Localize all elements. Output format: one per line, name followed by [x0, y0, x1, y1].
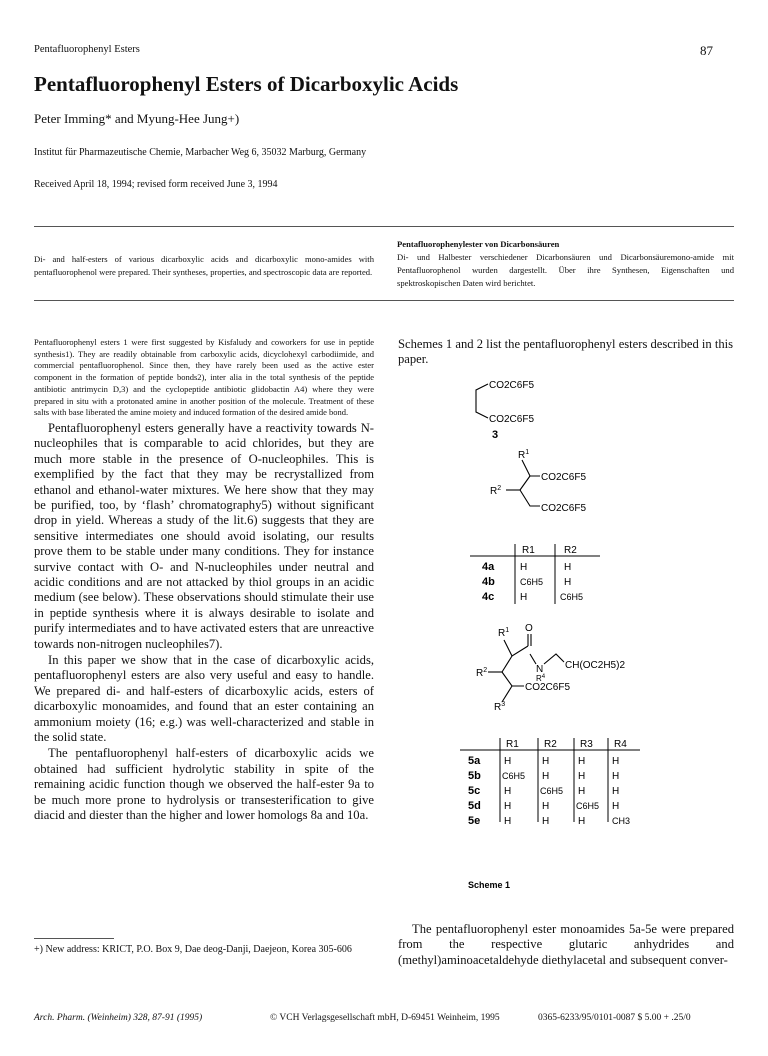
table-5-cell: H [542, 801, 550, 812]
compound-5-ester: CO2C6F5 [525, 682, 571, 693]
table-4-cell: H [520, 562, 528, 573]
table-4-row-4b: 4b [482, 576, 495, 588]
body-paragraph-3: The pentafluorophenyl half-esters of dicarboxylic acids we obtained had sufficient hydrolytic stability in spite of the remaining acidic function though we observed the half-ester 9a to be much more prone to hydrolysis or transesterification to give diacid and diester than the higher and lower homologs 8a and 10a. [34, 746, 374, 823]
abstract-german-title: Pentafluorophenylester von Dicarbonsäuren [397, 239, 560, 249]
footnote-rule [34, 938, 114, 939]
abstract-top-rule [34, 226, 734, 227]
compound-3-label: 3 [492, 429, 499, 441]
body-paragraph-1: Pentafluorophenyl esters generally have a reactivity towards N-nucleophiles that is comparable to acid chlorides, but they are much more stable in the presence of O-nucleophiles. This is exemplified by the fact that they may be recrystallized from ethanol and ethanol-water mixtures. We here show that they may be purified, too, by ‘flash’ chromatography5) without significant drop in yield. Whereas a study of the lit.6) suggests that they are sensitive intermediates one should avoid isolating, our results prove them to be stable under many conditions. They for instance survive contact with O- and N-nucleophiles under neutral and acidic conditions and are not attacked by thiol groups in an acidic medium (see below). These observations should stimulate their use in peptide synthesis where it is always desirable to isolate and purify intermediates and to have activated esters that are unreactive towards non-nitrogen nucleophiles7). [34, 420, 374, 651]
compound-3-structure [476, 384, 488, 418]
intro-paragraph: Pentafluorophenyl esters 1 were first suggested by Kisfaludy and coworkers for use in peptide synthesis1). They are readily obtainable from carboxylic acids, dicyclohexyl carbodiimide, and commercial pentafluorophenol. Since then, they have rarely been used as the active ester component in the formation of peptide bonds2), inter alia in the total synthesis of the peptide antibiotic antrimycin D,3) and the cyclopeptide antibiotic glidobactin A4) where they were prepared in situ with a protonated amine in another position of the molecule. Treatment of these salts with base liberated the amine moiety and induced formation of the desired amide bond. [34, 337, 374, 418]
table-5-cell: C6H5 [502, 771, 526, 781]
table-5-cell: H [612, 771, 620, 782]
table-5-row-label: 5d [468, 800, 481, 812]
table-5-cell: H [542, 756, 550, 767]
running-title: Pentafluorophenyl Esters [34, 44, 140, 55]
table-5-cell: H [504, 786, 512, 797]
table-5 [460, 738, 640, 827]
table-4-cell: C6H5 [560, 592, 584, 602]
table-5-cell: H [542, 816, 550, 827]
table-5-cell: H [612, 786, 620, 797]
table-4-cell: H [564, 577, 572, 588]
table-4-cell: H [520, 592, 528, 603]
table-4-cell: H [564, 562, 572, 573]
table-5-cell: CH3 [612, 816, 631, 826]
received-date: Received April 18, 1994; revised form received June 3, 1994 [34, 179, 278, 190]
table-5-header-r2: R2 [544, 739, 557, 750]
compound-4-r2: $R^2$ [490, 485, 502, 497]
table-5-cell: H [578, 786, 586, 797]
abstract-bottom-rule [34, 300, 734, 301]
compound-5-r2: $R^2$ [476, 667, 488, 679]
body-paragraph-2: In this paper we show that in the case of dicarboxylic acids, pentafluorophenyl esters are also very useful and easy to handle. We prepared di- and half-esters of dicarboxylic acids, esters of dicarboxylic monoamides, and found that an ester containing an ammonium moiety (16; e.g.) was well-characterized and stable in the solid state. [34, 653, 374, 745]
compound-4-structure [506, 460, 540, 506]
table-5-cell: H [504, 756, 512, 767]
affiliation: Institut für Pharmazeutische Chemie, Marbacher Weg 6, 35032 Marburg, Germany [34, 147, 367, 158]
scheme-caption: Scheme 1 [468, 880, 511, 890]
scheme-followup-paragraph: The pentafluorophenyl ester monoamides 5a-5e were prepared from the respective glutaric anhydrides and (methyl)aminoacetaldehyde diethylacetal and subsequent conver- [398, 922, 734, 967]
compound-4-r1: $R^1$ [518, 449, 530, 461]
footer-journal: Arch. Pharm. (Weinheim) 328, 87-91 (1995) [34, 1013, 203, 1023]
abstract-english: Di- and half-esters of various dicarboxylic acids and dicarboxylic mono-amides with pentafluorophenol were prepared. Their syntheses, properties, and spectroscopic data are reported. [34, 254, 374, 277]
table-5-header-r1: R1 [506, 739, 519, 750]
compound-5-nitrogen: N [536, 664, 544, 675]
table-4 [470, 544, 600, 604]
table-5-row-label: 5e [468, 815, 481, 827]
page-footer [34, 1013, 734, 1023]
table-5-cell: H [578, 816, 586, 827]
compound-3-ester-top: CO2C6F5 [489, 380, 535, 391]
compound-5-oxygen: O [525, 623, 533, 634]
table-5-cell: H [612, 801, 620, 812]
table-5-cell: H [542, 771, 550, 782]
abstract-german-text: Di- und Halbester verschiedener Dicarbonsäuren und Dicarbonsäuremono-amide mit Pentafluorophenol wurden dargestellt. Über ihre Synthesen, Eigenschaften und spektroskopischen Daten wird berichtet. [397, 252, 734, 288]
footer-code: 0365-6233/95/0101-0087 $ 5.00 + .25/0 [538, 1013, 691, 1023]
table-5-cell: H [504, 816, 512, 827]
footer-publisher: © VCH Verlagsgesellschaft mbH, D-69451 Weinheim, 1995 [270, 1013, 500, 1023]
compound-5-acetal: CH(OC2H5)2 [565, 660, 626, 671]
compound-4-ester-top: CO2C6F5 [541, 472, 587, 483]
table-5-cell: C6H5 [540, 786, 564, 796]
table-5-cell: H [612, 756, 620, 767]
compound-5-r4: $R^4$ [536, 674, 546, 683]
table-4-header-r2: R2 [564, 545, 577, 556]
table-5-cell: H [578, 771, 586, 782]
article-title: Pentafluorophenyl Esters of Dicarboxylic Acids [34, 72, 459, 96]
compound-5-r1: $R^1$ [498, 627, 510, 639]
compound-4-ester-bottom: CO2C6F5 [541, 503, 587, 514]
table-4-header-r1: R1 [522, 545, 535, 556]
left-column [34, 337, 374, 823]
table-5-header-r3: R3 [580, 739, 593, 750]
scheme-intro: Schemes 1 and 2 list the pentafluorophenyl esters described in this paper. [398, 337, 734, 367]
compound-5-r3: $R^3$ [494, 701, 506, 713]
table-4-cell: C6H5 [520, 577, 544, 587]
table-5-cell: C6H5 [576, 801, 600, 811]
footnote: +) New address: KRICT, P.O. Box 9, Dae deog-Danji, Daejeon, Korea 305-606 [34, 944, 352, 955]
table-5-row-label: 5c [468, 785, 481, 797]
table-5-cell: H [504, 801, 512, 812]
table-5-header-r4: R4 [614, 739, 627, 750]
table-5-row-label: 5a [468, 755, 481, 767]
table-4-row-4a: 4a [482, 561, 495, 573]
page-number: 87 [700, 43, 713, 58]
abstract-german [397, 238, 734, 290]
compound-3-ester-bottom: CO2C6F5 [489, 414, 535, 425]
table-5-row-label: 5b [468, 770, 481, 782]
scheme-1-figure [440, 372, 700, 892]
table-4-row-4c: 4c [482, 591, 495, 603]
table-5-cell: H [578, 756, 586, 767]
authors: Peter Imming* and Myung-Hee Jung+) [34, 111, 240, 126]
